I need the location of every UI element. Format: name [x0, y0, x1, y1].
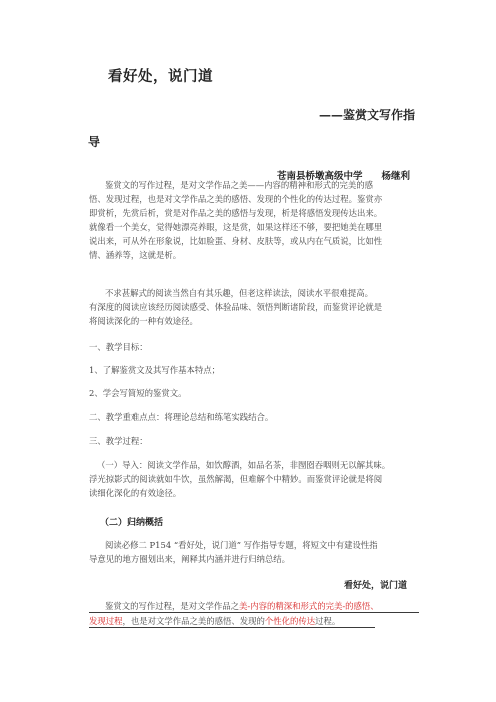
text-line: 阅读必修二 P154 “看好处，说门道” 写作指导专题，将短文中有建设性指 — [105, 540, 378, 550]
text-line: 读细化深化的有效途径。 — [89, 488, 182, 498]
section-teaching-goals: 一、教学目标： — [89, 342, 148, 352]
author-line: 苍南县桥墩高级中学 杨继利 — [276, 171, 410, 182]
section-teaching-process: 三、教学过程： — [89, 436, 148, 446]
text-line: 导意见的地方圈划出来，阐释其内涵并进行归纳总结。 — [89, 554, 290, 564]
text-line: 有深度的阅读应该经历阅读感受、体验品味、领悟判断诸阶段，而鉴赏评论就是 — [89, 302, 383, 312]
annotated-highlight: 发现过程 — [89, 616, 123, 626]
annotation-underline — [89, 612, 419, 613]
reading-paragraph — [89, 286, 417, 328]
annotation-underline — [89, 627, 375, 628]
document-subtitle-continued: 导 — [88, 135, 101, 149]
text-line: 浮光掠影式的阅读就如牛饮，虽然解渴，但难解个中精妙。而鉴赏评论就是将阅 — [89, 474, 383, 484]
goal-item-2: 2、学会写简短的鉴赏文。 — [89, 388, 187, 398]
annotated-highlight: 美-内容的精深和形式的完美-的感悟、 — [239, 601, 379, 611]
document-title: 看好处，说门道 — [108, 68, 213, 85]
subheading-see-the-good: 看好处，说门道 — [343, 581, 407, 591]
annotated-highlight: 个性化的传达 — [264, 616, 316, 626]
text-line: 说出来，可从外在形象说，比如脸蛋、身材、皮肤等，或从内在气质说，比如性 — [89, 236, 383, 246]
text-line: 就像看一个美女，觉得她漂亮养眼，这是赏，如果这样还不够，要把她美在哪里 — [89, 222, 383, 232]
intro-paragraph — [89, 178, 417, 262]
introduction-step-paragraph — [89, 458, 417, 500]
step-2-paragraph — [89, 538, 417, 566]
document-subtitle: ——鉴赏文写作指 — [318, 108, 415, 122]
text-line: （一）导入：阅读文学作品，如饮醇酒，如品名茶，非囫囵吞咽则无以解其味。 — [97, 460, 391, 470]
annotated-line-2 — [89, 614, 340, 628]
annotated-text: 鉴赏文的写作过程，是对文学作品之 — [105, 601, 239, 611]
annotated-text: ，也是对文学作品之美的感悟、发现的 — [122, 616, 265, 626]
goal-item-1: 1、了解鉴赏文及其写作基本特点； — [89, 365, 220, 375]
annotated-line-1 — [89, 599, 379, 613]
text-line: 鉴赏文的写作过程，是对文学作品之美——内容的精神和形式的完美的感 — [105, 180, 373, 190]
text-line: 情、涵养等，这就是析。 — [89, 250, 182, 260]
text-line: 悟、发现过程，也是对文学作品之美的感悟、发现的个性化的传达过程。鉴赏亦 — [89, 194, 383, 204]
text-line: 将阅读深化的一种有效途径。 — [89, 316, 198, 326]
text-line: 即赏析，先赏后析，赏是对作品之美的感悟与发现，析是将感悟发现传达出来。 — [89, 208, 383, 218]
text-line: 不求甚解式的阅读当然自有其乐趣，但老这样读法，阅读水平很难提高。 — [105, 288, 373, 298]
annotated-text: 过程。 — [315, 616, 341, 626]
step-2-heading: （二）归纳概括 — [100, 518, 164, 528]
section-key-points: 二、教学重难点点：将理论总结和练笔实践结合。 — [89, 412, 274, 422]
